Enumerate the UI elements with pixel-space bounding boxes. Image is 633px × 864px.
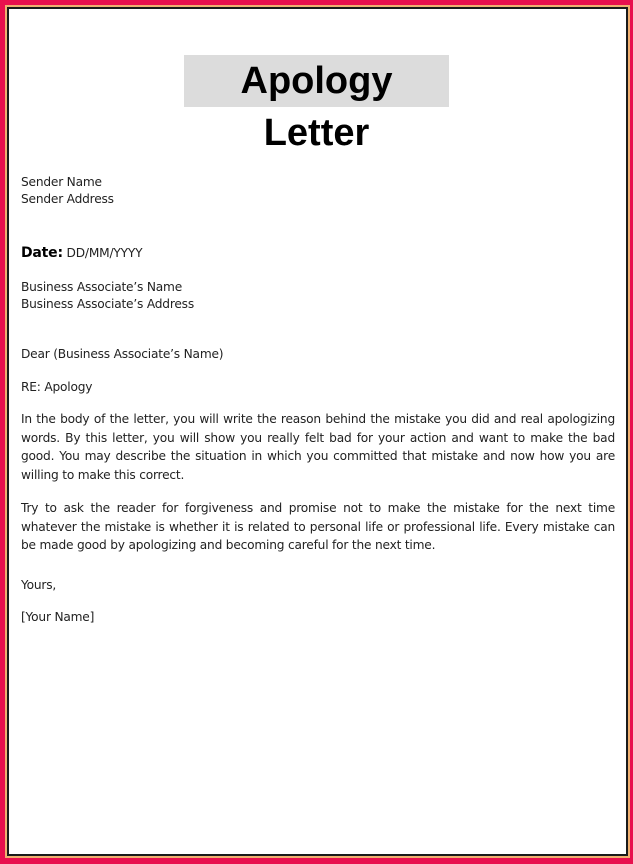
body-paragraph-1: In the body of the letter, you will write the reason behind the mistake you did and real apologizing words. By this letter, you will show you really felt bad for your action and want to make the bad good. You may describe the situation in which you committed that mistake and now how you are willing to make this correct. — [21, 412, 615, 482]
recipient-address: Business Associate’s Address — [21, 297, 194, 311]
sender-name: Sender Name — [21, 175, 102, 189]
page-title: Apology Letter — [184, 55, 449, 107]
outer-border — [5, 5, 630, 858]
date-value: DD/MM/YYYY — [66, 246, 143, 260]
letter-page — [9, 9, 626, 854]
closing: Yours, — [21, 578, 57, 592]
subject-line: RE: Apology — [21, 380, 93, 394]
salutation: Dear (Business Associate’s Name) — [21, 347, 224, 361]
sender-address: Sender Address — [21, 192, 114, 206]
signature: [Your Name] — [21, 610, 95, 624]
recipient-name: Business Associate’s Name — [21, 280, 182, 294]
date-label: Date: — [21, 245, 63, 261]
body-paragraph-2: Try to ask the reader for forgiveness and promise not to make the mistake for the next time whatever the mistake is whether it is related to personal life or professional life. Every mistake can be made good by apologizing and becoming careful for the next time. — [21, 501, 615, 552]
date-line — [21, 245, 142, 262]
inner-border — [7, 7, 628, 856]
